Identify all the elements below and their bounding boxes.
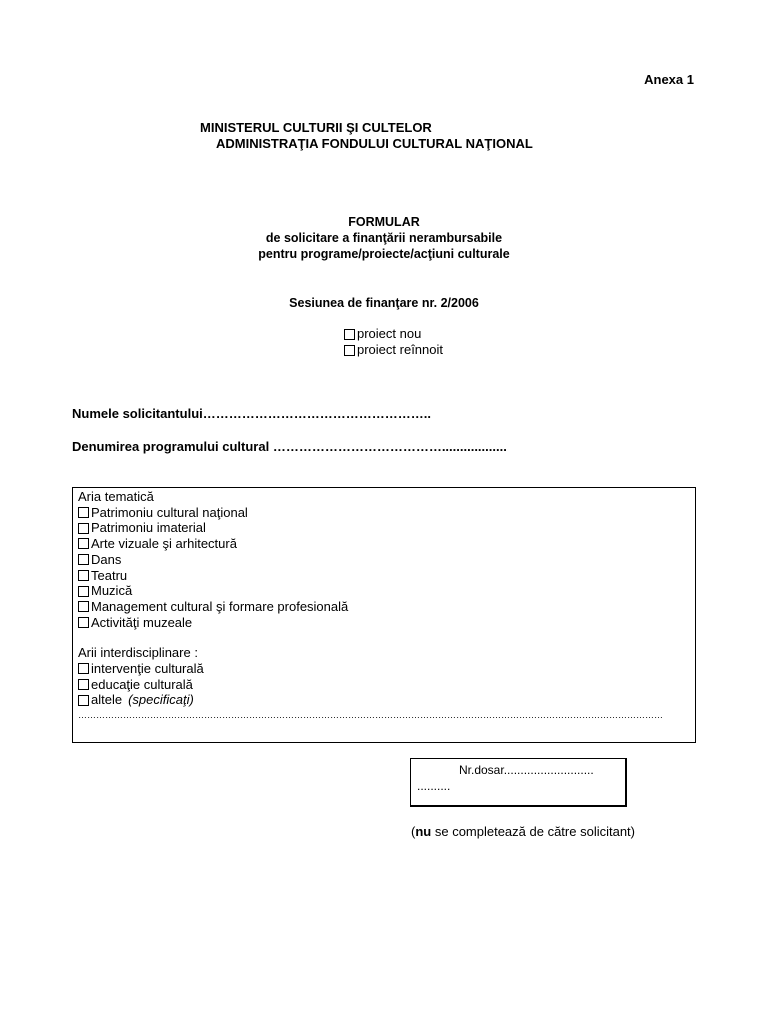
interdisciplinary-option[interactable]: intervenţie culturală <box>78 661 695 677</box>
applicant-name-field[interactable]: Numele solicitantului…………………………………………….. <box>72 406 431 421</box>
form-subtitle-2: pentru programe/proiecte/acţiuni culturale <box>258 247 510 261</box>
checkbox-thematic-1[interactable] <box>78 523 89 534</box>
dossier-number-label: Nr.dosar........................... <box>459 763 594 777</box>
program-name-field[interactable]: Denumirea programului cultural ………………………………….................. <box>72 439 507 454</box>
checkbox-thematic-4[interactable] <box>78 570 89 581</box>
project-renewed-label: proiect reînnoit <box>357 342 443 357</box>
form-title: FORMULAR <box>348 215 420 229</box>
checkbox-thematic-5[interactable] <box>78 586 89 597</box>
thematic-option[interactable]: Dans <box>78 552 695 568</box>
thematic-area-panel <box>72 487 696 743</box>
thematic-option[interactable]: Management cultural şi formare profesională <box>78 599 695 615</box>
thematic-option[interactable]: Arte vizuale şi arhitectură <box>78 536 695 552</box>
administration-name: ADMINISTRAŢIA FONDULUI CULTURAL NAŢIONAL <box>216 136 533 151</box>
checkbox-thematic-7[interactable] <box>78 617 89 628</box>
thematic-option[interactable]: Activităţi muzeale <box>78 615 695 631</box>
checkbox-interdisciplinary-0[interactable] <box>78 663 89 674</box>
note-emphasis: nu <box>415 824 432 839</box>
checkbox-thematic-2[interactable] <box>78 538 89 549</box>
applicant-note: (nu se completează de către solicitant) <box>411 824 636 839</box>
checkbox-other[interactable] <box>78 695 89 706</box>
project-new-option[interactable] <box>344 326 421 342</box>
dossier-number-continuation: .......... <box>417 779 451 793</box>
checkbox-project-renewed[interactable] <box>344 345 355 356</box>
project-renewed-option[interactable] <box>344 342 443 358</box>
checkbox-project-new[interactable] <box>344 329 355 340</box>
other-label: altele <box>91 692 123 708</box>
annex-label: Anexa 1 <box>644 72 694 87</box>
interdisciplinary-heading: Arii interdisciplinare : <box>78 645 198 661</box>
thematic-option[interactable]: Patrimoniu imaterial <box>78 520 695 536</box>
specify-dotted-line[interactable]: …………………………………………………………………………………………………………………………………………………………………………… <box>78 710 663 721</box>
ministry-name: MINISTERUL CULTURII ŞI CULTELOR <box>200 120 432 135</box>
checkbox-interdisciplinary-1[interactable] <box>78 679 89 690</box>
thematic-option[interactable]: Muzică <box>78 583 695 599</box>
thematic-heading: Aria tematică <box>78 489 154 504</box>
checkbox-thematic-6[interactable] <box>78 601 89 612</box>
form-subtitle-1: de solicitare a finanţării nerambursabile <box>265 231 503 245</box>
checkbox-thematic-0[interactable] <box>78 507 89 518</box>
project-new-label: proiect nou <box>357 326 422 341</box>
thematic-option[interactable]: Teatru <box>78 568 695 584</box>
session-label: Sesiunea de finanţare nr. 2/2006 <box>289 296 479 310</box>
checkbox-thematic-3[interactable] <box>78 554 89 565</box>
dossier-number-box <box>410 758 627 807</box>
other-option[interactable] <box>78 692 695 708</box>
interdisciplinary-option[interactable]: educaţie culturală <box>78 677 695 693</box>
thematic-option[interactable]: Patrimoniu cultural naţional <box>78 505 695 521</box>
other-hint: (specificaţi) <box>128 692 194 708</box>
